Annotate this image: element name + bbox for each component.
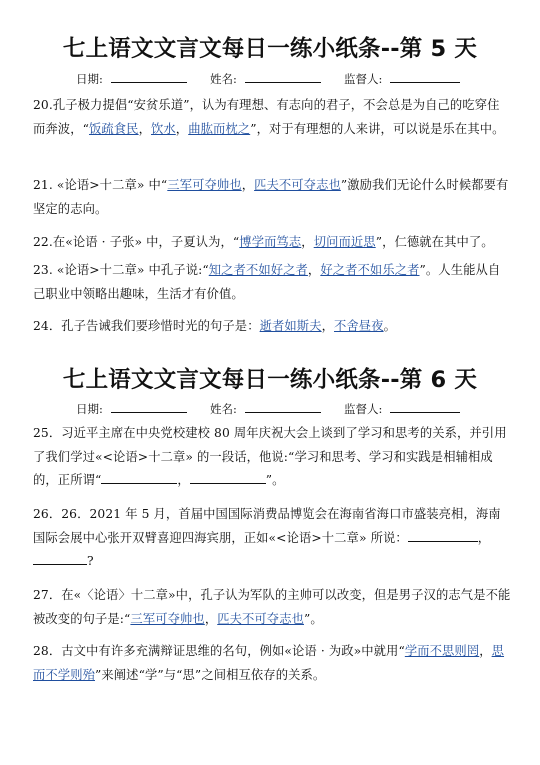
q26-text-end: ? xyxy=(87,554,94,568)
q28-answer-2: 思而不学则殆 xyxy=(33,644,505,682)
q27-sep: ， xyxy=(204,611,218,626)
q25-sep: ， xyxy=(177,473,190,487)
q27-text: 27．在«〈论语〉十二章»中，孔子认为军队的主帅可以改变，但是男子汉的志气是不能被改变的句子是:“ xyxy=(33,588,511,626)
q23-text-end: ”。人生能从自己职业中领略出趣味，生活才有价值。 xyxy=(33,263,501,301)
supervisor-blank xyxy=(390,72,460,83)
day6-name-field xyxy=(210,401,321,417)
question-27 xyxy=(33,584,511,631)
q23-answer-2: 好之者不如乐之者 xyxy=(320,263,420,277)
name-blank xyxy=(245,402,321,413)
question-25 xyxy=(33,422,511,493)
q22-sep: ， xyxy=(301,235,314,249)
q20-text-end: ”，对于有理想的人来讲，可以说是乐在其中。 xyxy=(250,121,505,136)
q23-sep: ， xyxy=(307,263,321,277)
q21-answer-1: 三军可夺帅也 xyxy=(167,178,242,192)
day5-title: 七上语文文言文每日一练小纸条--第 5 天 xyxy=(62,36,478,62)
q20-text: 20.孔子极力提倡“安贫乐道”，认为有理想、有志向的君子，不会总是为自己的吃穿住而奔波，“ xyxy=(33,98,500,136)
q20-answer-3: 曲肱而枕之 xyxy=(188,121,251,136)
q26-blank-2 xyxy=(33,553,87,565)
date-label: 日期: xyxy=(76,72,103,86)
date-label: 日期: xyxy=(76,402,103,416)
question-24 xyxy=(33,315,511,339)
question-20 xyxy=(33,94,511,141)
q24-sep: ， xyxy=(321,319,335,333)
q22-answer-2: 切问而近思 xyxy=(313,235,376,249)
name-label: 姓名: xyxy=(210,402,237,416)
q21-text-end: ”激励我们无论什么时候都要有坚定的志向。 xyxy=(33,178,509,216)
q25-text-end: ”。 xyxy=(265,473,285,487)
question-28 xyxy=(33,640,511,687)
q24-answer-2: 不舍昼夜 xyxy=(334,319,384,333)
q26-sep: ， xyxy=(477,530,491,545)
q22-answer-1: 博学而笃志 xyxy=(239,235,302,249)
day5-supervisor-field xyxy=(344,71,460,87)
q28-answer-1: 学而不思则罔 xyxy=(404,644,480,658)
q21-sep: ， xyxy=(241,178,255,192)
q25-blank-1 xyxy=(101,472,177,484)
name-blank xyxy=(245,72,321,83)
q23-text: 23. «论语>十二章» 中孔子说:“ xyxy=(33,263,209,277)
q20-sep-1: ， xyxy=(138,121,151,136)
q20-answer-2: 饮水 xyxy=(150,121,176,136)
q24-text: 24．孔子告诫我们要珍惜时光的句子是： xyxy=(33,319,260,333)
q24-answer-1: 逝者如斯夫 xyxy=(259,319,322,333)
supervisor-label: 监督人: xyxy=(344,72,383,86)
q22-text-end: ”，仁德就在其中了。 xyxy=(375,235,494,249)
day5-date-field xyxy=(76,71,187,87)
q23-answer-1: 知之者不如好之者 xyxy=(208,263,308,277)
q26-blank-1 xyxy=(408,530,478,542)
q25-text: 25．习近平主席在中央党校建校 80 周年庆祝大会上谈到了学习和思考的关系，并引用了我们学过«<论语>十二章» 的一段话，他说:“学习和思考、学习和实践是相辅相成的，正所谓“ xyxy=(33,426,507,487)
q27-answer-2: 匹夫不可夺志也 xyxy=(217,611,304,626)
q27-text-end: ”。 xyxy=(304,611,323,626)
q26-text: 26．26．2021 年 5 月，首届中国国际消费品博览会在海南省海口市盛装亮相，海南国际会展中心张开双臂喜迎四海宾朋，正如«<论语>十二章» 所说： xyxy=(33,507,501,545)
q25-blank-2 xyxy=(190,472,266,484)
day5-name-field xyxy=(210,71,321,87)
supervisor-blank xyxy=(390,402,460,413)
question-22 xyxy=(33,231,511,255)
q22-text: 22.在«论语 · 子张» 中，子夏认为，“ xyxy=(33,235,240,249)
q28-text-end: ”来阐述“学”与“思”之间相互依存的关系。 xyxy=(95,667,326,682)
date-blank xyxy=(111,72,187,83)
day6-supervisor-field xyxy=(344,401,460,417)
question-21 xyxy=(33,174,511,221)
q20-sep-2: ， xyxy=(175,121,189,136)
q20-answer-1: 饭疏食民 xyxy=(88,121,139,136)
name-label: 姓名: xyxy=(210,72,237,86)
supervisor-label: 监督人: xyxy=(344,402,383,416)
day6-title: 七上语文文言文每日一练小纸条--第 6 天 xyxy=(62,367,478,393)
q28-sep: ， xyxy=(479,644,492,658)
day6-date-field xyxy=(76,401,187,417)
q24-text-end: 。 xyxy=(383,319,397,333)
q28-text: 28．古文中有许多充满辩证思维的名句，例如«论语 · 为政»中就用“ xyxy=(33,644,405,658)
q21-text: 21. «论语>十二章» 中“ xyxy=(33,178,168,192)
q27-answer-1: 三军可夺帅也 xyxy=(130,611,205,626)
q21-answer-2: 匹夫不可夺志也 xyxy=(254,178,341,192)
question-23 xyxy=(33,259,511,306)
date-blank xyxy=(111,402,187,413)
question-26 xyxy=(33,503,511,574)
